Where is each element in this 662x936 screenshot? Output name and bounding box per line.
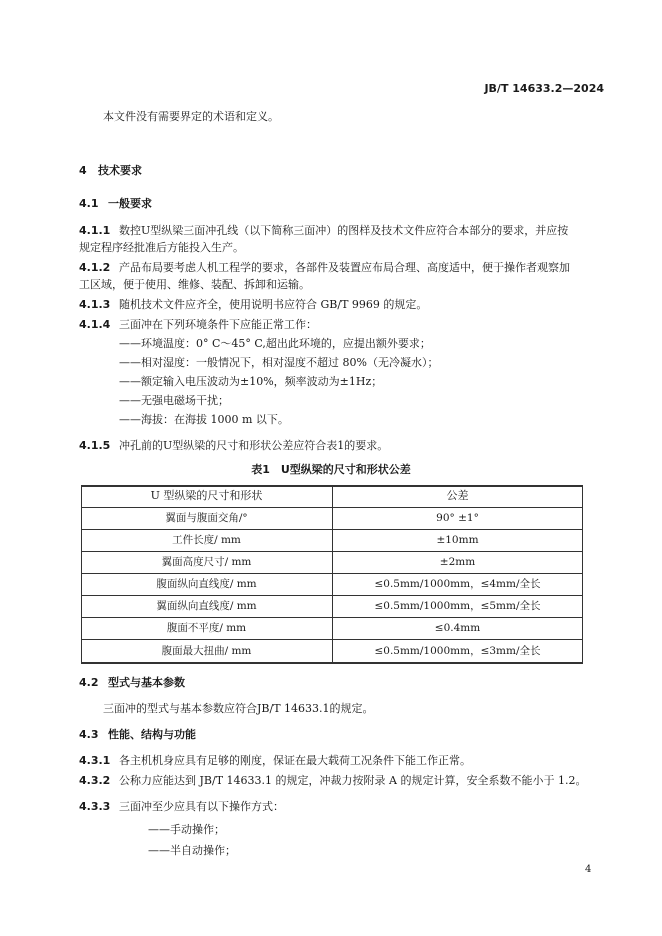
clause-4-1-4-number: 4.1.4 bbox=[79, 318, 111, 331]
table-header-dimension: U 型纵梁的尺寸和形状 bbox=[150, 489, 263, 502]
env-item-temperature: ——环境温度：0° C～45° C,超出此环境的，应提出额外要求； bbox=[119, 337, 431, 350]
table-row-5-value: ≤0.5mm/1000mm，≤5mm/全长 bbox=[374, 600, 541, 612]
clause-4-1-1-line2: 规定程序经批准后方能投入生产。 bbox=[79, 241, 244, 254]
table-row-6-name: 腹面不平度/ mm bbox=[166, 622, 247, 634]
table-row-3-value: ±2mm bbox=[439, 556, 476, 568]
section-4-number: 4 bbox=[79, 164, 87, 177]
tolerance-table bbox=[81, 485, 583, 665]
env-item-voltage: ——额定输入电压波动为±10%，频率波动为±1Hz； bbox=[119, 375, 383, 388]
table-caption: 表1 U型纵梁的尺寸和形状公差 bbox=[251, 463, 411, 476]
clause-4-3-1-number: 4.3.1 bbox=[79, 754, 111, 767]
table-row-2-value: ±10mm bbox=[436, 534, 479, 546]
clause-4-1-1-line1: 数控U型纵梁三面冲孔线（以下简称三面冲）的图样及技术文件应符合本部分的要求，并应按 bbox=[119, 224, 569, 237]
clause-4-1-2-line2: 工区域，便于使用、维修、装配、拆卸和运输。 bbox=[79, 278, 310, 291]
table-row-6-value: ≤0.4mm bbox=[434, 622, 481, 634]
env-item-emi: ——无强电磁场干扰； bbox=[119, 394, 229, 407]
page-number: 4 bbox=[585, 864, 592, 875]
operation-item-semi-auto: ——半自动操作； bbox=[148, 844, 236, 857]
clause-4-3-2-number: 4.3.2 bbox=[79, 774, 111, 787]
section-4-title: 技术要求 bbox=[98, 164, 142, 177]
table-row-3-name: 翼面高度尺寸/ mm bbox=[161, 556, 252, 568]
clause-4-1-3-text: 随机技术文件应齐全，使用说明书应符合 GB/T 9969 的规定。 bbox=[119, 298, 428, 311]
intro-paragraph: 本文件没有需要界定的术语和定义。 bbox=[103, 110, 279, 123]
section-4-2-title: 型式与基本参数 bbox=[108, 676, 185, 689]
env-item-humidity: ——相对湿度：一般情况下，相对湿度不超过 80%（无冷凝水）； bbox=[119, 356, 439, 369]
clause-4-1-2-line1: 产品布局要考虑人机工程学的要求，各部件及装置应布局合理、高度适中，便于操作者观察加 bbox=[119, 261, 570, 274]
clause-4-3-3-number: 4.3.3 bbox=[79, 800, 111, 813]
table-row-1-name: 翼面与腹面交角/° bbox=[165, 512, 248, 524]
table-row-1-value: 90° ±1° bbox=[436, 512, 479, 524]
clause-4-1-3-number: 4.1.3 bbox=[79, 298, 111, 311]
table-row-2-name: 工件长度/ mm bbox=[172, 534, 241, 546]
table-row-7-name: 腹面最大扭曲/ mm bbox=[161, 645, 252, 657]
section-4-1-title: 一般要求 bbox=[108, 197, 152, 210]
section-4-3-title: 性能、结构与功能 bbox=[108, 728, 196, 741]
clause-4-1-5-number: 4.1.5 bbox=[79, 439, 111, 452]
clause-4-1-4-text: 三面冲在下列环境条件下应能正常工作： bbox=[119, 318, 317, 331]
doc-id-header: JB/T 14633.2—2024 bbox=[484, 82, 604, 95]
table-row-5-name: 翼面纵向直线度/ mm bbox=[156, 600, 257, 612]
table-header-tolerance: 公差 bbox=[446, 489, 469, 502]
clause-4-1-2-number: 4.1.2 bbox=[79, 261, 111, 274]
section-4-2-text: 三面冲的型式与基本参数应符合JB/T 14633.1的规定。 bbox=[103, 702, 374, 715]
section-4-3-number: 4.3 bbox=[79, 728, 99, 741]
table-row-4-name: 腹面纵向直线度/ mm bbox=[156, 578, 257, 590]
env-item-altitude: ——海拔：在海拔 1000 m 以下。 bbox=[119, 413, 289, 426]
clause-4-1-5-text: 冲孔前的U型纵梁的尺寸和形状公差应符合表1的要求。 bbox=[119, 439, 389, 452]
operation-item-manual: ——手动操作； bbox=[148, 823, 225, 836]
clause-4-1-1-number: 4.1.1 bbox=[79, 224, 111, 237]
table-row-4-value: ≤0.5mm/1000mm，≤4mm/全长 bbox=[374, 578, 541, 590]
clause-4-3-3-text: 三面冲至少应具有以下操作方式： bbox=[119, 800, 284, 813]
section-4-1-number: 4.1 bbox=[79, 197, 99, 210]
section-4-2-number: 4.2 bbox=[79, 676, 99, 689]
clause-4-3-1-text: 各主机机身应具有足够的刚度，保证在最大载荷工况条件下能工作正常。 bbox=[119, 754, 471, 767]
clause-4-3-2-text: 公称力应能达到 JB/T 14633.1 的规定，冲裁力按附录 A 的规定计算，安全系数不能小于 1.2。 bbox=[119, 774, 587, 787]
table-row-7-value: ≤0.5mm/1000mm，≤3mm/全长 bbox=[374, 645, 541, 657]
